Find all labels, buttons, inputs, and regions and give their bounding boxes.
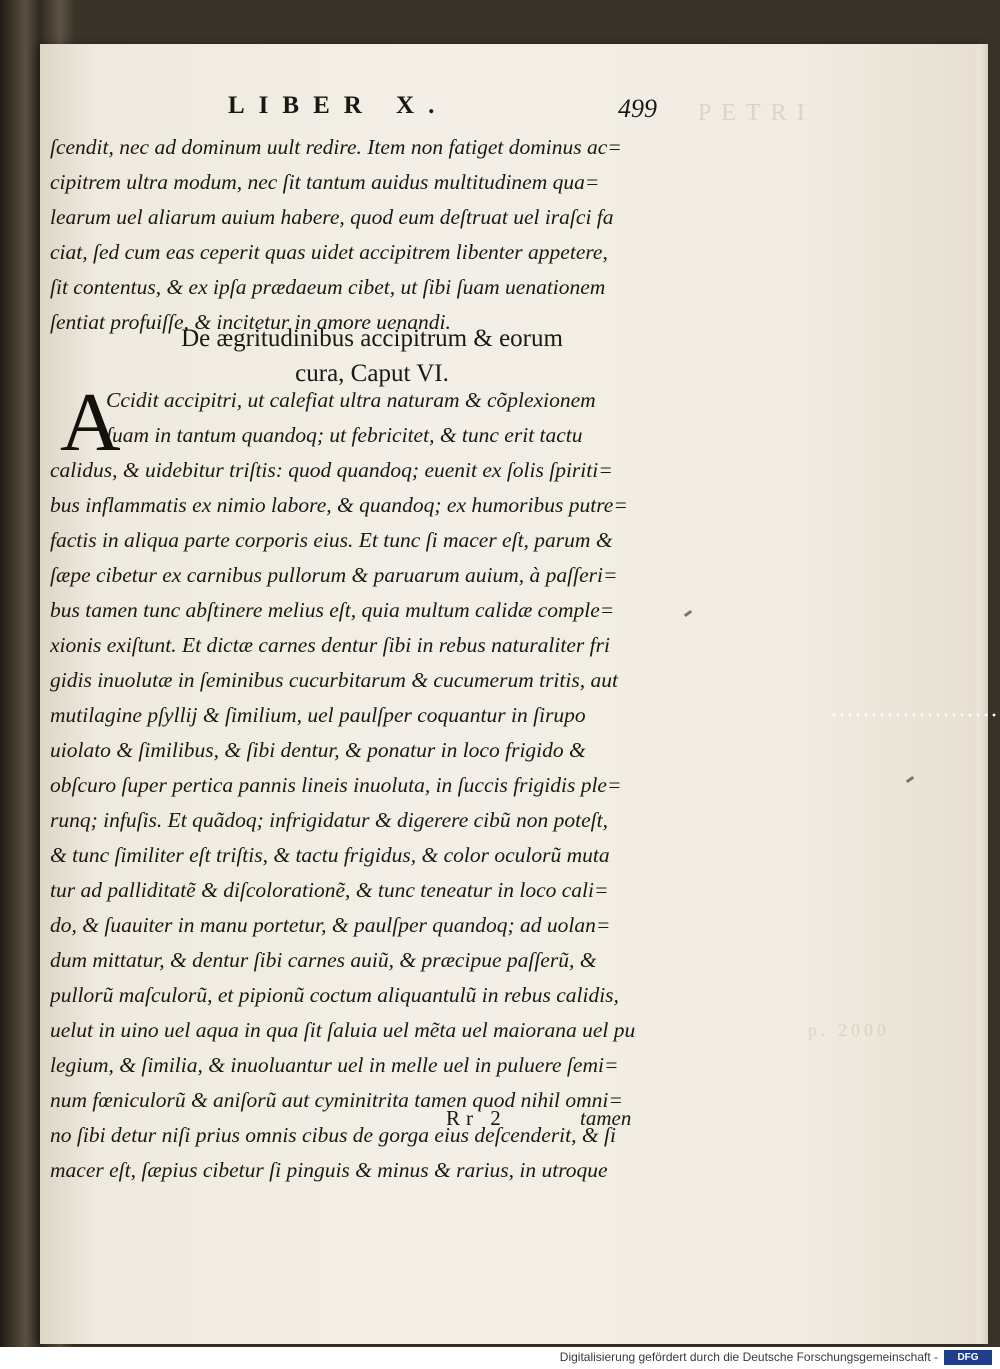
text-line: ſcendit, nec ad dominum uult redire. Item non fatiget dominus ac=	[50, 135, 622, 159]
text-line: xionis exiſtunt. Et dictæ carnes dentur ſibi in rebus naturaliter fri	[50, 633, 610, 657]
footer-bar	[0, 1347, 1000, 1369]
text-line: ſuam in tantum quandoq; ut febricitet, & tunc erit tactu	[106, 423, 583, 447]
text-line: uelut in uino uel aqua in qua ſit ſaluia uel mẽta uel maiorana uel pu	[50, 1018, 636, 1042]
text-line: bus inflammatis ex nimio labore, & quandoq; ex humoribus putre=	[50, 493, 628, 517]
text-line: ſentiat profuiſſe, & incitetur in amore uenandi.	[50, 310, 451, 334]
catchword: tamen	[580, 1106, 632, 1130]
text-line: ſit contentus, & ex ipſa prædaeum cibet, ut ſibi ſuam uenationem	[50, 275, 606, 299]
chapter-heading-line1: De ægritudinibus accipitrum & eorum	[181, 325, 563, 352]
text-line: do, & ſuauiter in manu portetur, & paulſper quandoq; ad uolan=	[50, 913, 611, 937]
text-line: ciat, ſed cum eas ceperit quas uidet accipitrem libenter appetere,	[50, 240, 608, 264]
text-line: pullorũ maſculorũ, et pipionũ coctum aliquantulũ in rebus calidis,	[50, 983, 619, 1007]
text-line: uiolato & ſimilibus, & ſibi dentur, & ponatur in loco frigido &	[50, 738, 586, 762]
text-line: tur ad palliditatẽ & diſcolorationẽ, & tunc teneatur in loco cali=	[50, 878, 609, 902]
footer-credit: Digitalisierung gefördert durch die Deutsche Forschungsgemeinschaft -	[559, 1350, 938, 1364]
text-line: ſæpe cibetur ex carnibus pullorum & paruarum auium, à paſſeri=	[50, 563, 618, 587]
show-through-bottom: p. 2000	[808, 1020, 890, 1040]
text-line: gidis inuolutæ in ſeminibus cucurbitarum & cucumerum tritis, aut	[50, 668, 618, 692]
chapter-body	[50, 376, 650, 1188]
text-line: learum uel aliarum auium habere, quod eum deſtruat uel iraſci fa	[50, 205, 614, 229]
text-line: & tunc ſimiliter eſt triſtis, & tactu frigidus, & color oculorũ muta	[50, 843, 610, 867]
page-number: 499	[618, 94, 657, 123]
text-line: runq; infuſis. Et quãdoq; infrigidatur & digerere cibũ non poteſt,	[50, 808, 608, 832]
text-block-top	[50, 130, 650, 340]
text-line: no ſibi detur niſi prius omnis cibus de gorga eius deſcenderit, & ſi	[50, 1123, 616, 1147]
text-line: obſcuro ſuper pertica pannis lineis inuoluta, in ſuccis frigidis ple=	[50, 773, 622, 797]
text-line: dum mittatur, & dentur ſibi carnes auiũ, & præcipue paſſerũ, &	[50, 948, 597, 972]
drop-cap: A	[60, 376, 121, 469]
text-line: macer eſt, ſæpius cibetur ſi pinguis & minus & rarius, in utroque	[50, 1158, 608, 1182]
text-line: Ccidit accipitri, ut calefiat ultra naturam & cõplexionem	[106, 388, 596, 412]
show-through-head: PETRI	[698, 100, 815, 126]
dfg-logo: DFG	[944, 1350, 992, 1365]
chapter-heading-line2: cura, Caput VI.	[295, 360, 449, 387]
text-line: num fœniculorũ & aniſorũ aut cyminitrita tamen quod nihil omni=	[50, 1088, 623, 1112]
scan-dot-line	[830, 713, 1000, 717]
text-line: bus tamen tunc abſtinere melius eſt, quia multum calidæ comple=	[50, 598, 615, 622]
text-line: calidus, & uidebitur triſtis: quod quandoq; euenit ex ſolis ſpiriti=	[50, 458, 613, 482]
text-line: cipitrem ultra modum, nec ſit tantum auidus multitudinem qua=	[50, 170, 600, 194]
text-line: mutilagine pſyllij & ſimilium, uel paulſper coquantur in ſirupo	[50, 703, 586, 727]
page-edge	[974, 44, 988, 1344]
chapter-heading	[112, 321, 632, 391]
running-head: LIBER X.	[228, 92, 449, 119]
signature-mark: Rr 2	[446, 1106, 507, 1130]
text-line: factis in aliqua parte corporis eius. Et tunc ſi macer eſt, parum &	[50, 528, 613, 552]
text-line: legium, & ſimilia, & inuoluantur uel in melle uel in puluere ſemi=	[50, 1053, 619, 1077]
